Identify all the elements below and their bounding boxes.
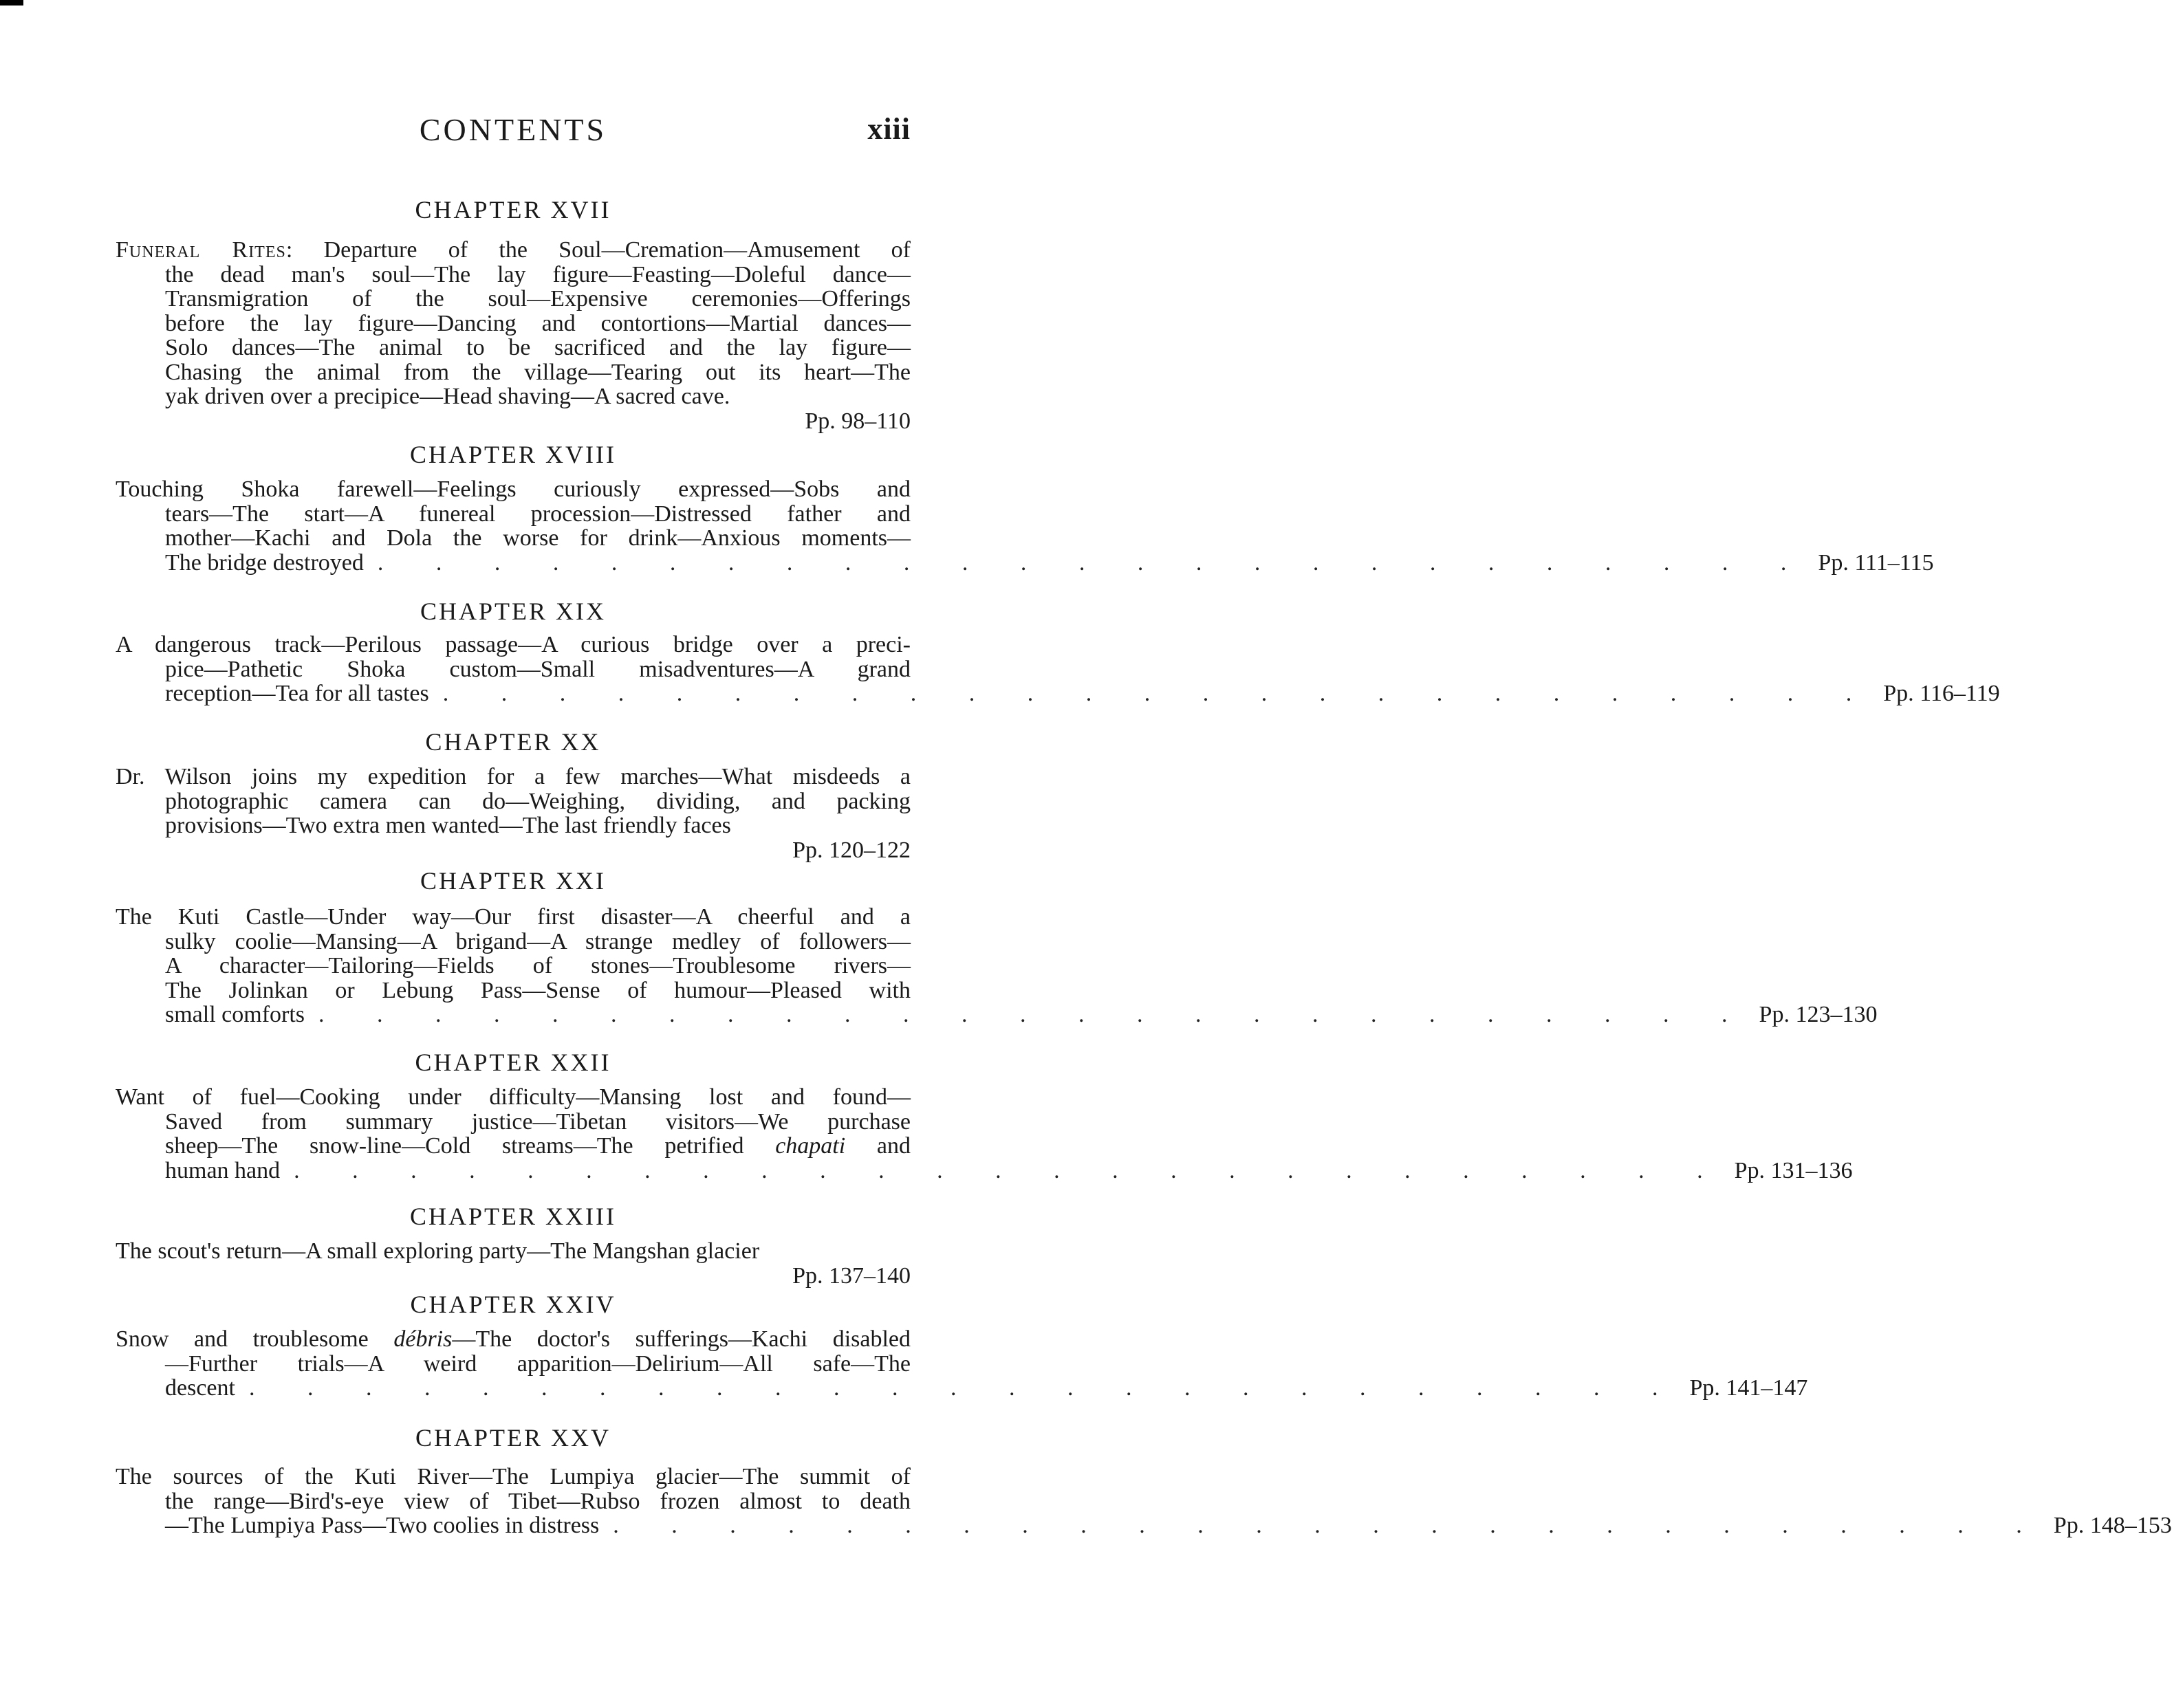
chapter-synopsis	[116, 1239, 911, 1288]
synopsis-line: Transmigration of the soul—Expensive ceremonies—Offerings	[165, 286, 911, 311]
page-range: Pp. 123–130	[1759, 1002, 1878, 1027]
synopsis-line: sulky coolie—Mansing—A brigand—A strange medley of followers—	[165, 928, 911, 954]
synopsis-line: Snow and troublesome débris—The doctor's sufferings—Kachi disabled	[116, 1326, 911, 1352]
synopsis-line: photographic camera can do—Weighing, dividing, and packing	[165, 788, 911, 814]
synopsis-line: descent . . . . . . . . . . . . . . . . . . . . . . . . . Pp. 141–147	[165, 1375, 1808, 1401]
chapter-heading: CHAPTER XVIII	[410, 441, 616, 468]
synopsis-line: pice—Pathetic Shoka custom—Small misadventures—A grand	[165, 656, 911, 682]
synopsis-line: the range—Bird's-eye view of Tibet—Rubso frozen almost to death	[165, 1488, 911, 1514]
synopsis-line: A dangerous track—Perilous passage—A curious bridge over a preci-	[116, 632, 911, 657]
chapter-synopsis	[116, 765, 911, 862]
page-range: Pp. 137–140	[792, 1262, 911, 1289]
page-range: Pp. 120–122	[792, 837, 911, 863]
synopsis-line: The bridge destroyed . . . . . . . . . . . . . . . . . . . . . . . . . Pp. 111–115	[165, 549, 1934, 576]
chapter-heading: CHAPTER XXI	[420, 867, 606, 895]
synopsis-line: Chasing the animal from the village—Tearing out its heart—The	[165, 359, 911, 385]
synopsis-line: before the lay figure—Dancing and contortions—Martial dances—	[165, 310, 911, 336]
page-number: xiii	[867, 112, 911, 146]
synopsis-line: The Kuti Castle—Under way—Our first disaster—A cheerful and a	[116, 904, 911, 930]
synopsis-line: sheep—The snow-line—Cold streams—The petrified chapati and	[165, 1133, 911, 1159]
synopsis-line: tears—The start—A funereal procession—Distressed father and	[165, 501, 911, 527]
chapter-heading: CHAPTER XXIII	[410, 1203, 616, 1230]
synopsis-line: mother—Kachi and Dola the worse for drink—Anxious moments—	[165, 525, 911, 551]
synopsis-line: —The Lumpiya Pass—Two coolies in distress . . . . . . . . . . . . . . . . . . . . . . . . . Pp. 148–153	[165, 1513, 2172, 1538]
chapter-heading: CHAPTER XXIV	[410, 1291, 616, 1318]
page-range: Pp. 141–147	[1689, 1375, 1808, 1401]
synopsis-line: Solo dances—The animal to be sacrificed and the lay figure—	[165, 335, 911, 360]
dot-leader: . . . . . . . . . . . . . . . . . . . . . . . . .	[318, 1002, 1751, 1027]
chapter-heading: CHAPTER XIX	[420, 598, 606, 625]
synopsis-line: Want of fuel—Cooking under difficulty—Mansing lost and found—	[116, 1084, 911, 1110]
chapter-heading: CHAPTER XX	[425, 728, 601, 756]
dot-leader: . . . . . . . . . . . . . . . . . . . . . . . . .	[613, 1513, 2045, 1538]
page-range: Pp. 148–153	[2053, 1513, 2172, 1538]
chapter-synopsis	[116, 632, 2000, 706]
chapter-heading: CHAPTER XVII	[415, 196, 611, 223]
italic-term: débris	[393, 1326, 453, 1352]
synopsis-line: human hand . . . . . . . . . . . . . . . . . . . . . . . . . Pp. 131–136	[165, 1157, 1853, 1183]
lead-words: Funeral Rites	[116, 237, 286, 263]
synopsis-line: the dead man's soul—The lay figure—Feasting—Doleful dance—	[165, 261, 911, 287]
dot-leader: . . . . . . . . . . . . . . . . . . . . . . . . .	[248, 1375, 1682, 1401]
synopsis-line: Dr. Wilson joins my expedition for a few marches—What misdeeds a	[116, 764, 911, 789]
synopsis-line: Saved from summary justice—Tibetan visitors—We purchase	[165, 1108, 911, 1135]
synopsis-line: reception—Tea for all tastes . . . . . . . . . . . . . . . . . . . . . . . . . Pp. 116–119	[165, 681, 2000, 706]
chapter-synopsis	[116, 1326, 1808, 1401]
synopsis-line: small comforts . . . . . . . . . . . . . . . . . . . . . . . . . Pp. 123–130	[165, 1002, 1878, 1027]
dot-leader: . . . . . . . . . . . . . . . . . . . . . . . . .	[294, 1157, 1726, 1183]
chapter-heading: CHAPTER XXV	[415, 1424, 611, 1452]
chapter-synopsis	[116, 1464, 2172, 1538]
synopsis-line: yak driven over a precipice—Head shaving—A sacred cave.	[165, 384, 730, 409]
page-range: Pp. 131–136	[1734, 1157, 1853, 1183]
running-head	[116, 111, 911, 153]
synopsis-line: Funeral Rites: Departure of the Soul—Cremation—Amusement of	[116, 237, 911, 263]
chapter-synopsis	[116, 904, 1878, 1027]
dot-leader: . . . . . . . . . . . . . . . . . . . . . . . . .	[442, 681, 1876, 706]
chapter-heading: CHAPTER XXII	[415, 1049, 611, 1076]
synopsis-line: Touching Shoka farewell—Feelings curiously expressed—Sobs and	[116, 477, 911, 502]
running-title: CONTENTS	[419, 112, 607, 147]
synopsis-line: The Jolinkan or Lebung Pass—Sense of humour—Pleased with	[165, 977, 911, 1003]
page-range: Pp. 98–110	[805, 408, 911, 434]
synopsis-line: The scout's return—A small exploring party—The Mangshan glacier	[116, 1238, 760, 1264]
page-range: Pp. 111–115	[1818, 549, 1934, 576]
synopsis-line: The sources of the Kuti River—The Lumpiya glacier—The summit of	[116, 1464, 911, 1489]
synopsis-line: A character—Tailoring—Fields of stones—Troublesome rivers—	[165, 953, 911, 978]
page-range: Pp. 116–119	[1883, 681, 2000, 706]
chapter-synopsis	[116, 238, 911, 433]
italic-term: chapati	[775, 1133, 846, 1159]
scan-edge-mark	[0, 0, 23, 6]
chapter-synopsis	[116, 477, 1934, 576]
synopsis-line: provisions—Two extra men wanted—The last friendly faces	[165, 813, 731, 838]
dot-leader: . . . . . . . . . . . . . . . . . . . . . . . . .	[377, 549, 1810, 576]
synopsis-line: —Further trials—A weird apparition—Delirium—All safe—The	[165, 1350, 911, 1377]
chapter-synopsis	[116, 1084, 1853, 1183]
